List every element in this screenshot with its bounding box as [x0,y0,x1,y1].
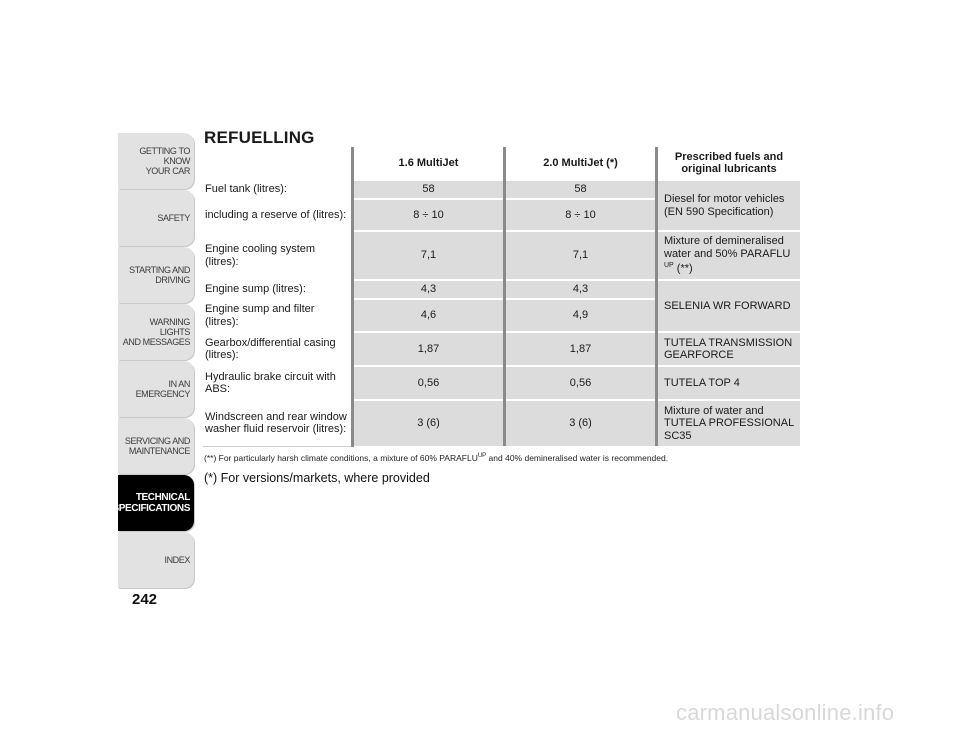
value-1-6: 8 ÷ 10 [353,199,505,231]
tab-getting-to-know[interactable] [118,133,194,189]
value-2-0: 7,1 [505,231,657,280]
lubricant-engine-oil: SELENIA WR FORWARD [657,280,801,332]
footnote-pre: (**) For particularly harsh climate conditions, a mixture of 60% PARAFLU [204,453,478,463]
refuelling-table [203,147,800,447]
tab-servicing[interactable] [118,418,194,474]
value-1-6: 58 [353,180,505,199]
value-1-6: 3 (6) [353,400,505,446]
value-1-6: 4,3 [353,280,505,299]
row-label: Fuel tank (litres): [203,180,353,199]
value-2-0: 4,3 [505,280,657,299]
tab-label: INDEX [164,555,190,565]
tab-warning-lights[interactable] [118,304,194,360]
table-row [203,332,800,366]
table-header-row [203,147,800,180]
table-row [203,231,800,280]
coolant-text: Mixture of demineralised water and 50% PARAFLU [664,235,791,260]
table-row [203,366,800,400]
coolant-sup: UP [664,262,674,270]
tab-label: STARTING AND DRIVING [129,265,190,285]
table-row [203,400,800,446]
value-2-0: 3 (6) [505,400,657,446]
tab-technical-specifications[interactable] [112,475,194,531]
footnote-versions: (*) For versions/markets, where provided [204,471,430,485]
header-lubricants: Prescribed fuels and original lubricants [657,147,801,180]
tab-label: GETTING TO KNOW YOUR CAR [139,146,190,176]
section-title: REFUELLING [204,128,315,147]
table-row [203,180,800,199]
footnote-post: and 40% demineralised water is recommended. [486,453,669,463]
tab-label: WARNING LIGHTS AND MESSAGES [122,317,190,347]
value-2-0: 8 ÷ 10 [505,199,657,231]
header-1-6-multijet: 1.6 MultiJet [353,147,505,180]
footnote-paraflu [204,453,668,463]
value-2-0: 4,9 [505,299,657,332]
row-label: Engine sump and filter (litres): [203,299,353,332]
watermark: carmanualsonline.info [676,700,895,725]
lubricant-brake: TUTELA TOP 4 [657,366,801,400]
row-label: Engine cooling system (litres): [203,231,353,280]
value-1-6: 1,87 [353,332,505,366]
tab-emergency[interactable] [118,361,194,417]
header-label [203,147,353,180]
coolant-ref: (**) [673,263,693,276]
lubricant-fuel: Diesel for motor vehicles (EN 590 Specification) [657,180,801,231]
value-2-0: 58 [505,180,657,199]
value-2-0: 0,56 [505,366,657,400]
tab-safety[interactable] [118,190,194,246]
header-2-0-multijet: 2.0 MultiJet (*) [505,147,657,180]
tab-label: IN AN EMERGENCY [135,379,190,399]
row-label: Engine sump (litres): [203,280,353,299]
value-2-0: 1,87 [505,332,657,366]
table-row [203,280,800,299]
lubricant-gearbox: TUTELA TRANSMISSION GEARFORCE [657,332,801,366]
tab-starting-driving[interactable] [118,247,194,303]
row-label: Windscreen and rear window washer fluid reservoir (litres): [203,400,353,446]
footnote-sup: UP [477,453,487,460]
value-1-6: 7,1 [353,231,505,280]
tab-index[interactable] [118,532,194,588]
tab-label: TECHNICAL SPECIFICATIONS [112,492,190,514]
row-label: Hydraulic brake circuit with ABS: [203,366,353,400]
lubricant-coolant [657,231,801,280]
page-number: 242 [132,591,158,608]
value-1-6: 0,56 [353,366,505,400]
tab-label: SERVICING AND MAINTENANCE [124,436,190,456]
row-label: Gearbox/differential casing (litres): [203,332,353,366]
row-label: including a reserve of (litres): [203,199,353,231]
tab-label: SAFETY [157,213,190,223]
value-1-6: 4,6 [353,299,505,332]
lubricant-washer: Mixture of water and TUTELA PROFESSIONAL SC35 [657,400,801,446]
